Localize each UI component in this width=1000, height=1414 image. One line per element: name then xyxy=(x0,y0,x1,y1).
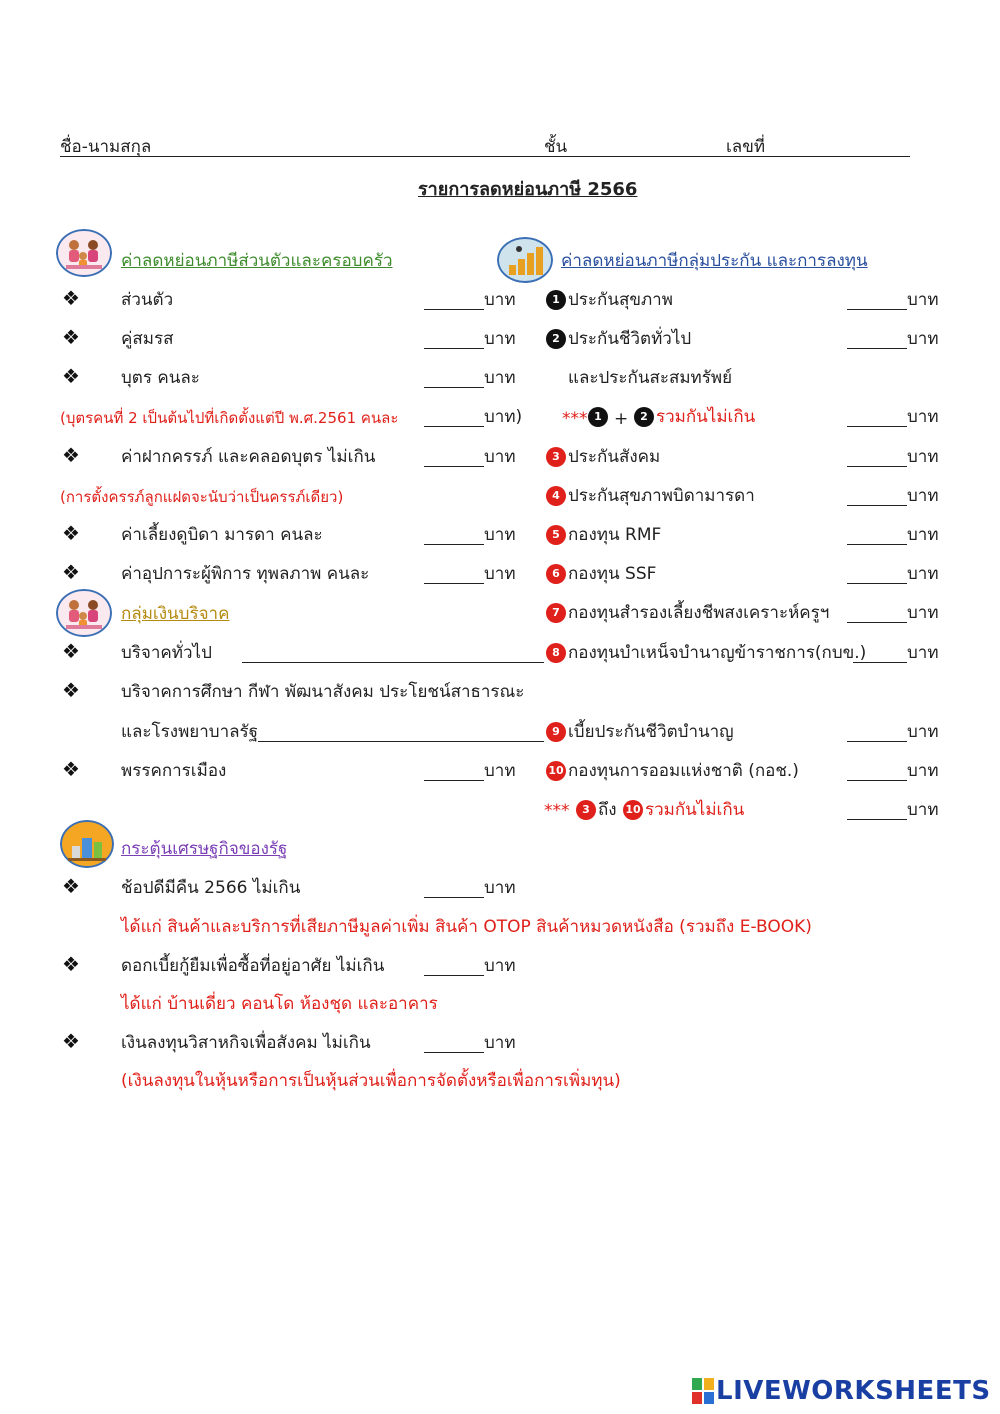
plus-sign: + xyxy=(614,409,629,429)
item-spouse: คู่สมรส xyxy=(121,329,174,349)
parents-health-amount-field[interactable] xyxy=(847,505,907,506)
number-3-icon: 3 xyxy=(576,800,596,820)
personal-amount-field[interactable] xyxy=(424,309,484,310)
unit-label: บาท xyxy=(484,1033,516,1053)
section-insurance-investment-title: ค่าลดหย่อนภาษีกลุ่มประกัน และการลงทุน xyxy=(561,251,868,271)
life-insurance-amount-field[interactable] xyxy=(847,348,907,349)
number-8-icon: 8 xyxy=(546,643,566,663)
item-pension-insurance: เบี้ยประกันชีวิตบำนาญ xyxy=(568,722,734,742)
investment-coins-icon xyxy=(497,237,553,283)
shop-amount-field[interactable] xyxy=(424,897,484,898)
social-security-amount-field[interactable] xyxy=(847,466,907,467)
home-loan-amount-field[interactable] xyxy=(424,975,484,976)
item-social-security: ประกันสังคม xyxy=(568,447,661,467)
bullet-diamond-icon: ❖ xyxy=(62,678,80,702)
section-personal-family-title: ค่าลดหย่อนภาษีส่วนตัวและครอบครัว xyxy=(121,251,393,271)
to-label: ถึง xyxy=(598,800,617,820)
unit-label: บาท xyxy=(484,564,516,584)
unit-label: บาท xyxy=(484,761,516,781)
item-donation-hospital: และโรงพยาบาลรัฐ xyxy=(121,722,259,742)
number-1-icon: 1 xyxy=(546,290,566,310)
unit-label: บาท xyxy=(907,722,939,742)
item-parents-health-insurance: ประกันสุขภาพบิดามารดา xyxy=(568,486,755,506)
economy-stimulus-icon xyxy=(60,820,114,868)
number-5-icon: 5 xyxy=(546,525,566,545)
number-9-icon: 9 xyxy=(546,722,566,742)
page-title: รายการลดหย่อนภาษี 2566 xyxy=(418,179,638,200)
number-4-icon: 4 xyxy=(546,486,566,506)
pension-insurance-amount-field[interactable] xyxy=(847,741,907,742)
number-3-icon: 3 xyxy=(546,447,566,467)
family-icon xyxy=(56,229,112,277)
nsf-amount-field[interactable] xyxy=(847,780,907,781)
number-2-icon: 2 xyxy=(546,329,566,349)
sum310-text: รวมกันไม่เกิน xyxy=(645,800,745,820)
number-10-icon: 10 xyxy=(546,761,566,781)
number-10-icon: 10 xyxy=(623,800,643,820)
liveworksheets-logo-icon xyxy=(692,1378,714,1404)
rmf-amount-field[interactable] xyxy=(847,544,907,545)
name-label: ชื่อ-นามสกุล xyxy=(60,137,152,157)
sum310-amount-field[interactable] xyxy=(847,819,907,820)
section-donation-title: กลุ่มเงินบริจาค xyxy=(121,604,230,624)
social-note: (เงินลงทุนในหุ้นหรือการเป็นหุ้นส่วนเพื่อการจัดตั้งหรือเพื่อการเพิ่มทุน) xyxy=(121,1071,621,1091)
section-stimulus-title: กระตุ้นเศรษฐกิจของรัฐ xyxy=(121,839,288,859)
unit-label: บาท xyxy=(907,603,939,623)
child-note-amount-field[interactable] xyxy=(424,426,484,427)
unit-label: บาท xyxy=(907,290,939,310)
sum12-amount-field[interactable] xyxy=(847,426,907,427)
item-gpf: กองทุนบำเหน็จบำนาญข้าราชการ(กบข.) xyxy=(568,643,867,663)
parents-amount-field[interactable] xyxy=(424,544,484,545)
number-1-icon: 1 xyxy=(588,407,608,427)
unit-label: บาท xyxy=(907,447,939,467)
donation-hospital-field[interactable] xyxy=(258,741,544,742)
gpf-amount-field[interactable] xyxy=(853,662,907,663)
bullet-diamond-icon: ❖ xyxy=(62,757,80,781)
ssf-amount-field[interactable] xyxy=(847,583,907,584)
donation-group-icon xyxy=(56,589,112,637)
unit-label: บาท xyxy=(907,525,939,545)
unit-label: บาท xyxy=(484,329,516,349)
item-ssf: กองทุน SSF xyxy=(568,564,657,584)
bullet-diamond-icon: ❖ xyxy=(62,286,80,310)
bullet-diamond-icon: ❖ xyxy=(62,325,80,349)
number-6-icon: 6 xyxy=(546,564,566,584)
unit-label: บาท xyxy=(907,564,939,584)
item-rmf: กองทุน RMF xyxy=(568,525,662,545)
number-7-icon: 7 xyxy=(546,603,566,623)
unit-label: บาท xyxy=(907,407,939,427)
child-amount-field[interactable] xyxy=(424,387,484,388)
liveworksheets-logo xyxy=(692,1374,991,1408)
item-personal: ส่วนตัว xyxy=(121,290,174,310)
pregnancy-note: (การตั้งครรภ์ลูกแฝดจะนับว่าเป็นครรภ์เดียว) xyxy=(60,488,344,506)
unit-label: บาท xyxy=(484,447,516,467)
sum12-prefix: *** xyxy=(562,409,588,429)
bullet-diamond-icon: ❖ xyxy=(62,874,80,898)
item-home-loan: ดอกเบี้ยกู้ยืมเพื่อซื้อที่อยู่อาศัย ไม่เกิน xyxy=(121,956,385,976)
number-2-icon: 2 xyxy=(634,407,654,427)
item-social-enterprise: เงินลงทุนวิสาหกิจเพื่อสังคม ไม่เกิน xyxy=(121,1033,371,1053)
unit-label: บาท xyxy=(484,368,516,388)
bullet-diamond-icon: ❖ xyxy=(62,952,80,976)
bullet-diamond-icon: ❖ xyxy=(62,521,80,545)
sum12-text: รวมกันไม่เกิน xyxy=(656,407,756,427)
bullet-diamond-icon: ❖ xyxy=(62,443,80,467)
teacher-fund-amount-field[interactable] xyxy=(847,622,907,623)
health-insurance-amount-field[interactable] xyxy=(847,309,907,310)
item-shop-dee-mee-kuen: ช้อปดีมีคืน 2566 ไม่เกิน xyxy=(121,878,301,898)
party-amount-field[interactable] xyxy=(424,780,484,781)
social-amount-field[interactable] xyxy=(424,1052,484,1053)
class-label: ชั้น xyxy=(544,137,568,157)
unit-label: บาท xyxy=(907,643,939,663)
item-pregnancy: ค่าฝากครรภ์ และคลอดบุตร ไม่เกิน xyxy=(121,447,376,467)
item-child: บุตร คนละ xyxy=(121,368,200,388)
child-note: (บุตรคนที่ 2 เป็นต้นไปที่เกิดตั้งแต่ปี พ.ศ.2561 คนละ xyxy=(60,409,399,427)
item-political-party: พรรคการเมือง xyxy=(121,761,227,781)
item-parents: ค่าเลี้ยงดูบิดา มารดา คนละ xyxy=(121,525,323,545)
liveworksheets-logo-text: LIVEWORKSHEETS xyxy=(716,1376,991,1406)
unit-label: บาท xyxy=(907,486,939,506)
child-note-unit: บาท) xyxy=(484,407,523,427)
unit-label: บาท xyxy=(907,800,939,820)
bullet-diamond-icon: ❖ xyxy=(62,639,80,663)
donation-general-field[interactable] xyxy=(242,662,544,663)
unit-label: บาท xyxy=(907,329,939,349)
item-donation-general: บริจาคทั่วไป xyxy=(121,643,212,663)
pregnancy-amount-field[interactable] xyxy=(424,466,484,467)
item-national-savings-fund: กองทุนการออมแห่งชาติ (กอช.) xyxy=(568,761,799,781)
sum310-prefix: *** xyxy=(544,801,570,821)
number-label: เลขที่ xyxy=(726,137,766,157)
home-note: ได้แก่ บ้านเดี่ยว คอนโด ห้องชุด และอาคาร xyxy=(121,994,438,1014)
unit-label: บาท xyxy=(484,878,516,898)
name-line[interactable] xyxy=(60,156,910,157)
bullet-diamond-icon: ❖ xyxy=(62,560,80,584)
spouse-amount-field[interactable] xyxy=(424,348,484,349)
item-health-insurance: ประกันสุขภาพ xyxy=(568,290,673,310)
bullet-diamond-icon: ❖ xyxy=(62,1029,80,1053)
item-donation-education: บริจาคการศึกษา กีฬา พัฒนาสังคม ประโยชน์สาธารณะ xyxy=(121,682,525,702)
shop-note: ได้แก่ สินค้าและบริการที่เสียภาษีมูลค่าเพิ่ม สินค้า OTOP สินค้าหมวดหนังสือ (รวมถึง E-BOOK) xyxy=(121,917,812,937)
item-disabled: ค่าอุปการะผู้พิการ ทุพลภาพ คนละ xyxy=(121,564,370,584)
item-life-insurance: ประกันชีวิตทั่วไป xyxy=(568,329,692,349)
item-teacher-fund: กองทุนสำรองเลี้ยงชีพสงเคราะห์ครูฯ xyxy=(568,603,830,623)
unit-label: บาท xyxy=(907,761,939,781)
disabled-amount-field[interactable] xyxy=(424,583,484,584)
bullet-diamond-icon: ❖ xyxy=(62,364,80,388)
unit-label: บาท xyxy=(484,956,516,976)
item-endowment-insurance: และประกันสะสมทรัพย์ xyxy=(568,368,733,388)
unit-label: บาท xyxy=(484,290,516,310)
unit-label: บาท xyxy=(484,525,516,545)
